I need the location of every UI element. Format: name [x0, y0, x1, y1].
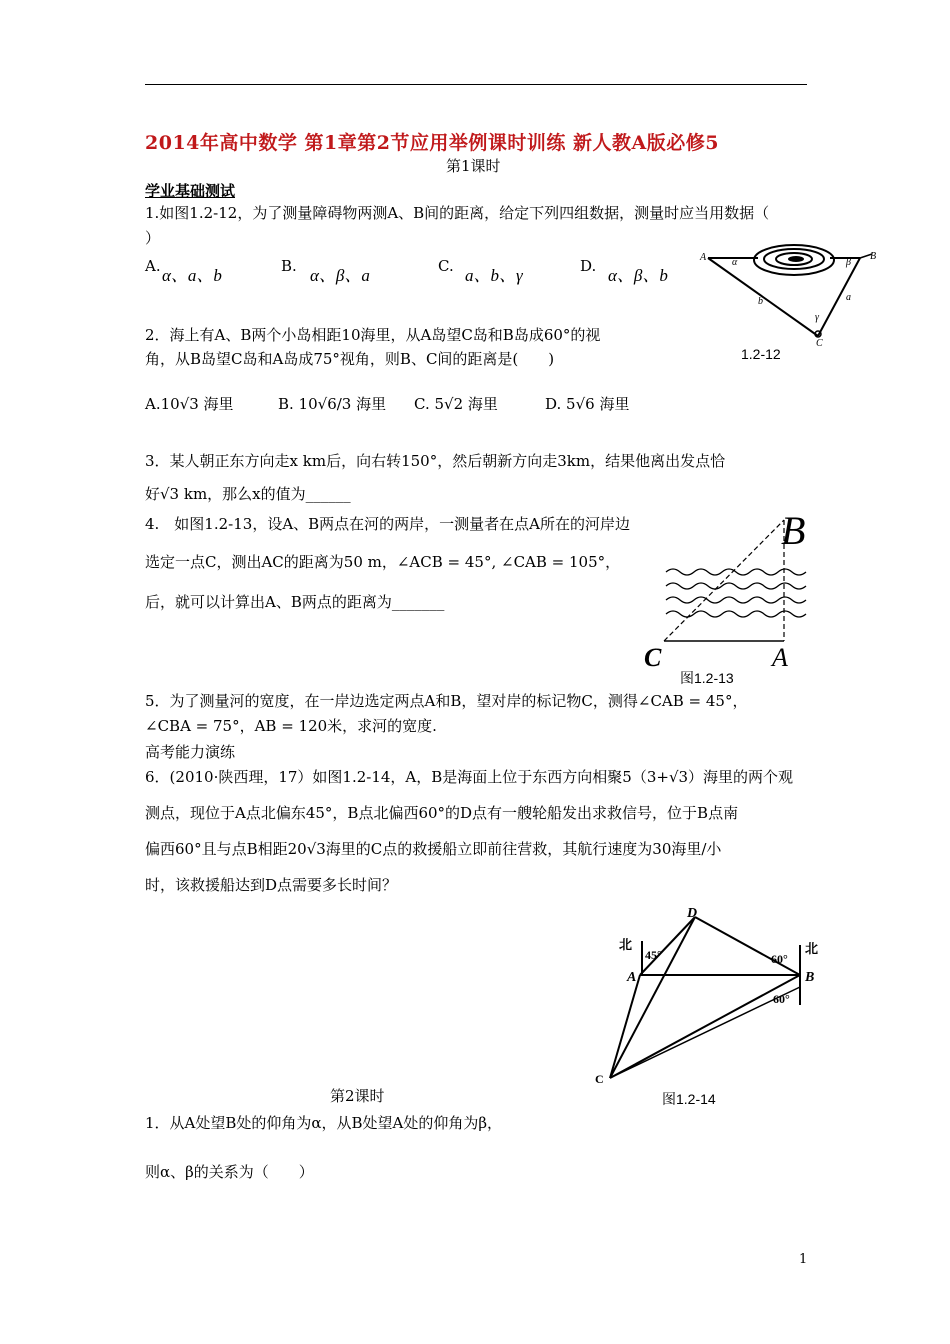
lesson-subtitle: 第1课时: [446, 157, 501, 175]
q1-option-b: α、β、a: [310, 266, 370, 285]
fig3-label-b: B: [805, 970, 815, 985]
question-6-line-1: 6．(2010·陕西理，17）如图1.2-14，A，B是海面上位于东西方向相聚5（3+√3）海里的两个观: [145, 768, 794, 786]
question-4-line-3: 后，就可以计算出A、B两点的距离为_______: [145, 593, 445, 611]
fig3-label-d: D: [687, 906, 698, 921]
question-6-line-4: 时，该救援船达到D点需要多长时间？: [145, 876, 398, 894]
fig3-label-60-bottom: 60°: [773, 992, 790, 1006]
q1-option-a: α、a、b: [162, 266, 222, 285]
figure-1-2-12: [700, 238, 940, 348]
question-4-line-2: 选定一点C，测出AC的距离为50 m，∠ACB = 45°, ∠CAB = 105°，: [145, 553, 621, 571]
fig1-label-a: A: [700, 252, 707, 263]
page-number: 1: [799, 1252, 808, 1267]
fig2-label-c: C: [644, 643, 662, 672]
q1-option-b-label: B.: [281, 257, 297, 275]
header-rule: [145, 84, 807, 85]
part2-question-1-line-2: 则α、β的关系为（ ）: [145, 1163, 314, 1181]
question-6-line-2: 测点，现位于A点北偏东45°，B点北偏西60°的D点有一艘轮船发出求救信号，位于B点南: [145, 804, 739, 822]
fig3-label-a: A: [627, 970, 637, 985]
q2-option-d: D. 5√6 海里: [545, 395, 630, 413]
q1-option-d: α、β、b: [608, 266, 668, 285]
fig1-label-c: C: [816, 338, 823, 349]
figure-1-2-14: [595, 905, 835, 1085]
q1-option-c: a、b、γ: [465, 266, 523, 285]
figure-1-2-13: [644, 500, 824, 680]
figure-1-2-12-caption: 1.2-12: [741, 346, 781, 362]
question-1-stem: 1.如图1.2-12，为了测量障碍物两测A、B间的距离，给定下列四组数据，测量时应当用数据（: [145, 204, 770, 222]
q2-option-c: C. 5√2 海里: [414, 395, 498, 413]
question-2-line-2: 角，从B岛望C岛和A岛成75°视角，则B、C间的距离是( ): [145, 350, 555, 368]
question-5-line-1: 5．为了测量河的宽度，在一岸边选定两点A和B，望对岸的标记物C，测得∠CAB = 45°，: [145, 692, 748, 710]
question-5-line-2: ∠CBA = 75°，AB = 120米，求河的宽度.: [145, 717, 437, 735]
section-heading: 学业基础测试: [145, 182, 236, 200]
q2-option-a: A.10√3 海里: [145, 395, 234, 413]
q1-option-c-label: C.: [438, 257, 454, 275]
figure-1-2-13-caption: 图1.2-13: [680, 670, 734, 686]
section-heading-2: 高考能力演练: [145, 743, 236, 761]
fig3-label-60-top: 60°: [771, 952, 788, 966]
question-6-line-3: 偏西60°且与点B相距20√3海里的C点的救援船立即前往营救，其航行速度为30海里/小: [145, 840, 722, 858]
figure-1-2-14-caption: 图1.2-14: [662, 1091, 716, 1107]
fig3-label-45: 45°: [645, 948, 662, 962]
question-3-line-2: 好√3 km，那么x的值为______: [145, 485, 351, 503]
question-1-stem-end: ）: [145, 229, 161, 247]
fig1-label-b: B: [870, 251, 877, 262]
lesson-2-heading: 第2课时: [330, 1087, 385, 1105]
fig2-label-a: A: [772, 643, 788, 672]
question-3-line-1: 3．某人朝正东方向走x km后，向右转150°，然后朝新方向走3km，结果他离出发点恰: [145, 452, 726, 470]
fig3-label-north-a: 北: [619, 937, 633, 952]
fig2-label-b: B: [781, 508, 806, 553]
document-title: 2014年高中数学 第1章第2节应用举例课时训练 新人教A版必修5: [145, 132, 720, 154]
part2-question-1-line-1: 1．从A处望B处的仰角为α，从B处望A处的仰角为β，: [145, 1114, 503, 1132]
fig3-label-c: C: [595, 1072, 604, 1086]
fig1-label-alpha: α: [732, 257, 738, 268]
fig1-label-side-a: a: [846, 292, 851, 303]
question-4-line-1: 4. 如图1.2-13，设A、B两点在河的两岸，一测量者在点A所在的河岸边: [145, 515, 631, 533]
fig1-label-beta: β: [846, 257, 851, 268]
question-2-line-1: 2．海上有A、B两个小岛相距10海里，从A岛望C岛和B岛成60°的视: [145, 326, 601, 344]
q1-option-d-label: D.: [580, 257, 597, 275]
fig3-label-north-b: 北: [805, 941, 819, 956]
q1-option-a-label: A.: [145, 257, 161, 275]
q2-option-b: B. 10√6/3 海里: [278, 395, 387, 413]
fig1-label-side-b: b: [758, 296, 763, 307]
fig1-label-gamma: γ: [815, 312, 819, 323]
